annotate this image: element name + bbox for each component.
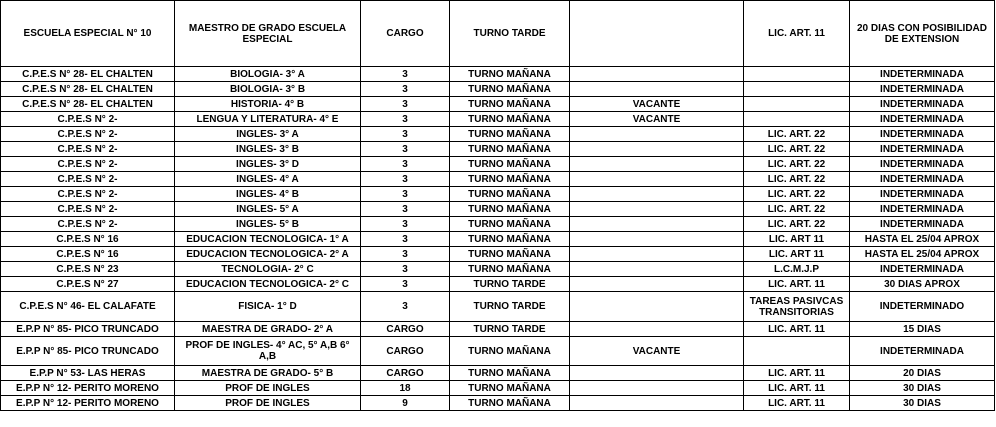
table-row — [1, 202, 995, 217]
cell-estado — [570, 172, 744, 187]
cell-turno: TURNO MAÑANA — [450, 157, 570, 172]
cell-duracion: INDETERMINADA — [850, 172, 995, 187]
cell-cargo: 18 — [361, 381, 450, 396]
cell-school: C.P.E.S N° 28- EL CHALTEN — [1, 82, 175, 97]
cell-licencia: LIC. ART. 22 — [744, 127, 850, 142]
cell-duracion: HASTA EL 25/04 APROX — [850, 247, 995, 262]
table-row — [1, 187, 995, 202]
cell-cargo: 3 — [361, 172, 450, 187]
cell-subject: INGLES- 4° A — [175, 172, 361, 187]
header-cargo: CARGO — [361, 1, 450, 67]
cell-subject: MAESTRA DE GRADO- 5° B — [175, 366, 361, 381]
table-row — [1, 112, 995, 127]
cell-duracion: INDETERMINADA — [850, 97, 995, 112]
cell-estado — [570, 396, 744, 411]
cell-turno: TURNO MAÑANA — [450, 172, 570, 187]
cell-duracion: INDETERMINADA — [850, 157, 995, 172]
cell-estado — [570, 262, 744, 277]
cell-duracion: INDETERMINADA — [850, 142, 995, 157]
cell-school: C.P.E.S N° 2- — [1, 127, 175, 142]
cell-estado — [570, 366, 744, 381]
cell-estado: VACANTE — [570, 337, 744, 366]
cell-cargo: 3 — [361, 157, 450, 172]
table-row — [1, 67, 995, 82]
header-duracion: 20 DIAS CON POSIBILIDAD DE EXTENSION — [850, 1, 995, 67]
cell-licencia: LIC. ART. 11 — [744, 277, 850, 292]
cell-estado: VACANTE — [570, 112, 744, 127]
cell-subject: INGLES- 4° B — [175, 187, 361, 202]
cell-licencia: LIC. ART. 11 — [744, 366, 850, 381]
cell-turno: TURNO TARDE — [450, 277, 570, 292]
cell-turno: TURNO MAÑANA — [450, 381, 570, 396]
cell-duracion: 30 DIAS APROX — [850, 277, 995, 292]
table-row — [1, 322, 995, 337]
cell-licencia — [744, 337, 850, 366]
cell-estado — [570, 217, 744, 232]
cell-licencia: LIC. ART 11 — [744, 232, 850, 247]
cell-duracion: INDETERMINADA — [850, 337, 995, 366]
table-row — [1, 366, 995, 381]
cell-turno: TURNO MAÑANA — [450, 366, 570, 381]
cell-subject: EDUCACION TECNOLOGICA- 1° A — [175, 232, 361, 247]
cell-turno: TURNO MAÑANA — [450, 187, 570, 202]
cell-duracion: HASTA EL 25/04 APROX — [850, 232, 995, 247]
cell-school: C.P.E.S N° 23 — [1, 262, 175, 277]
cell-subject: BIOLOGIA- 3° A — [175, 67, 361, 82]
cell-subject: PROF DE INGLES- 4° AC, 5° A,B 6° A,B — [175, 337, 361, 366]
cell-turno: TURNO MAÑANA — [450, 82, 570, 97]
cell-licencia: LIC. ART. 11 — [744, 396, 850, 411]
cell-duracion: INDETERMINADA — [850, 187, 995, 202]
cell-licencia: LIC. ART 11 — [744, 247, 850, 262]
cell-school: E.P.P N° 12- PERITO MORENO — [1, 396, 175, 411]
cell-licencia — [744, 67, 850, 82]
cell-turno: TURNO MAÑANA — [450, 142, 570, 157]
cell-school: C.P.E.S N° 16 — [1, 247, 175, 262]
cell-duracion: 15 DIAS — [850, 322, 995, 337]
cell-estado — [570, 381, 744, 396]
cell-school: C.P.E.S N° 2- — [1, 142, 175, 157]
header-estado — [570, 1, 744, 67]
cell-licencia: LIC. ART. 22 — [744, 172, 850, 187]
table-row — [1, 247, 995, 262]
cell-school: C.P.E.S N° 27 — [1, 277, 175, 292]
cell-turno: TURNO MAÑANA — [450, 396, 570, 411]
cell-school: C.P.E.S N° 2- — [1, 187, 175, 202]
cell-school: C.P.E.S N° 28- EL CHALTEN — [1, 97, 175, 112]
table-row — [1, 82, 995, 97]
cell-cargo: 9 — [361, 396, 450, 411]
cell-subject: TECNOLOGIA- 2° C — [175, 262, 361, 277]
table-row — [1, 97, 995, 112]
cell-cargo: 3 — [361, 262, 450, 277]
cell-duracion: INDETERMINADA — [850, 217, 995, 232]
header-school: ESCUELA ESPECIAL N° 10 — [1, 1, 175, 67]
cell-duracion: INDETERMINADA — [850, 127, 995, 142]
table-row — [1, 262, 995, 277]
cell-subject: INGLES- 5° A — [175, 202, 361, 217]
cell-school: C.P.E.S N° 28- EL CHALTEN — [1, 67, 175, 82]
cell-turno: TURNO TARDE — [450, 292, 570, 322]
cell-turno: TURNO MAÑANA — [450, 202, 570, 217]
cell-duracion: INDETERMINADA — [850, 67, 995, 82]
cell-estado — [570, 187, 744, 202]
table-row — [1, 292, 995, 322]
cell-turno: TURNO MAÑANA — [450, 67, 570, 82]
cell-licencia: LIC. ART. 11 — [744, 381, 850, 396]
cell-school: E.P.P N° 53- LAS HERAS — [1, 366, 175, 381]
cell-cargo: 3 — [361, 277, 450, 292]
cell-estado — [570, 142, 744, 157]
cell-school: C.P.E.S N° 2- — [1, 172, 175, 187]
cell-subject: EDUCACION TECNOLOGICA- 2° A — [175, 247, 361, 262]
cell-cargo: 3 — [361, 82, 450, 97]
cell-estado: VACANTE — [570, 97, 744, 112]
cell-estado — [570, 247, 744, 262]
cell-duracion: INDETERMINADA — [850, 112, 995, 127]
table-row — [1, 381, 995, 396]
header-subject: MAESTRO DE GRADO ESCUELA ESPECIAL — [175, 1, 361, 67]
cell-subject: INGLES- 3° A — [175, 127, 361, 142]
table-row — [1, 142, 995, 157]
table-header-row — [1, 1, 995, 67]
header-licencia: LIC. ART. 11 — [744, 1, 850, 67]
table-row — [1, 217, 995, 232]
cell-licencia — [744, 97, 850, 112]
table-row — [1, 172, 995, 187]
cell-duracion: INDETERMINADA — [850, 82, 995, 97]
cell-turno: TURNO MAÑANA — [450, 112, 570, 127]
table-row — [1, 232, 995, 247]
cell-licencia: LIC. ART. 22 — [744, 187, 850, 202]
cell-subject: INGLES- 3° B — [175, 142, 361, 157]
cell-estado — [570, 67, 744, 82]
cell-estado — [570, 322, 744, 337]
cell-licencia: LIC. ART. 22 — [744, 142, 850, 157]
cell-subject: MAESTRA DE GRADO- 2° A — [175, 322, 361, 337]
cell-cargo: 3 — [361, 247, 450, 262]
table-row — [1, 396, 995, 411]
cell-subject: HISTORIA- 4° B — [175, 97, 361, 112]
cell-subject: PROF DE INGLES — [175, 381, 361, 396]
cell-duracion: 30 DIAS — [850, 396, 995, 411]
cell-cargo: 3 — [361, 67, 450, 82]
cell-school: C.P.E.S N° 2- — [1, 202, 175, 217]
cell-school: C.P.E.S N° 16 — [1, 232, 175, 247]
cell-cargo: 3 — [361, 217, 450, 232]
cell-school: C.P.E.S N° 2- — [1, 157, 175, 172]
cell-cargo: CARGO — [361, 337, 450, 366]
table-row — [1, 157, 995, 172]
cell-cargo: 3 — [361, 112, 450, 127]
cell-turno: TURNO MAÑANA — [450, 127, 570, 142]
cell-turno: TURNO MAÑANA — [450, 217, 570, 232]
cell-cargo: 3 — [361, 97, 450, 112]
cell-estado — [570, 127, 744, 142]
cell-subject: INGLES- 3° D — [175, 157, 361, 172]
cell-licencia: L.C.M.J.P — [744, 262, 850, 277]
cell-estado — [570, 202, 744, 217]
cell-licencia: LIC. ART. 11 — [744, 322, 850, 337]
cell-cargo: 3 — [361, 292, 450, 322]
table-row — [1, 337, 995, 366]
cell-duracion: INDETERMINADO — [850, 292, 995, 322]
cell-cargo: 3 — [361, 142, 450, 157]
cell-estado — [570, 292, 744, 322]
cell-school: C.P.E.S N° 2- — [1, 217, 175, 232]
cell-cargo: CARGO — [361, 322, 450, 337]
header-turno: TURNO TARDE — [450, 1, 570, 67]
cell-cargo: CARGO — [361, 366, 450, 381]
cell-turno: TURNO MAÑANA — [450, 232, 570, 247]
table-row — [1, 127, 995, 142]
cell-licencia: TAREAS PASIVCAS TRANSITORIAS — [744, 292, 850, 322]
cell-subject: EDUCACION TECNOLOGICA- 2° C — [175, 277, 361, 292]
cell-cargo: 3 — [361, 202, 450, 217]
cell-estado — [570, 232, 744, 247]
cell-turno: TURNO MAÑANA — [450, 262, 570, 277]
cell-duracion: INDETERMINADA — [850, 202, 995, 217]
cell-estado — [570, 157, 744, 172]
cell-turno: TURNO MAÑANA — [450, 247, 570, 262]
cell-duracion: INDETERMINADA — [850, 262, 995, 277]
cell-licencia: LIC. ART. 22 — [744, 202, 850, 217]
cell-school: C.P.E.S N° 46- EL CALAFATE — [1, 292, 175, 322]
cell-licencia — [744, 82, 850, 97]
cell-estado — [570, 277, 744, 292]
cell-licencia: LIC. ART. 22 — [744, 217, 850, 232]
cell-cargo: 3 — [361, 232, 450, 247]
cell-school: C.P.E.S N° 2- — [1, 112, 175, 127]
cell-turno: TURNO TARDE — [450, 322, 570, 337]
cell-licencia: LIC. ART. 22 — [744, 157, 850, 172]
cell-cargo: 3 — [361, 187, 450, 202]
cell-school: E.P.P N° 85- PICO TRUNCADO — [1, 337, 175, 366]
cell-estado — [570, 82, 744, 97]
cell-duracion: 30 DIAS — [850, 381, 995, 396]
cell-turno: TURNO MAÑANA — [450, 337, 570, 366]
cell-subject: INGLES- 5° B — [175, 217, 361, 232]
cell-licencia — [744, 112, 850, 127]
cell-school: E.P.P N° 85- PICO TRUNCADO — [1, 322, 175, 337]
table-row — [1, 277, 995, 292]
cell-subject: LENGUA Y LITERATURA- 4° E — [175, 112, 361, 127]
cell-turno: TURNO MAÑANA — [450, 97, 570, 112]
cell-subject: FISICA- 1° D — [175, 292, 361, 322]
cell-subject: BIOLOGIA- 3° B — [175, 82, 361, 97]
cell-subject: PROF DE INGLES — [175, 396, 361, 411]
cell-cargo: 3 — [361, 127, 450, 142]
cell-school: E.P.P N° 12- PERITO MORENO — [1, 381, 175, 396]
cell-duracion: 20 DIAS — [850, 366, 995, 381]
